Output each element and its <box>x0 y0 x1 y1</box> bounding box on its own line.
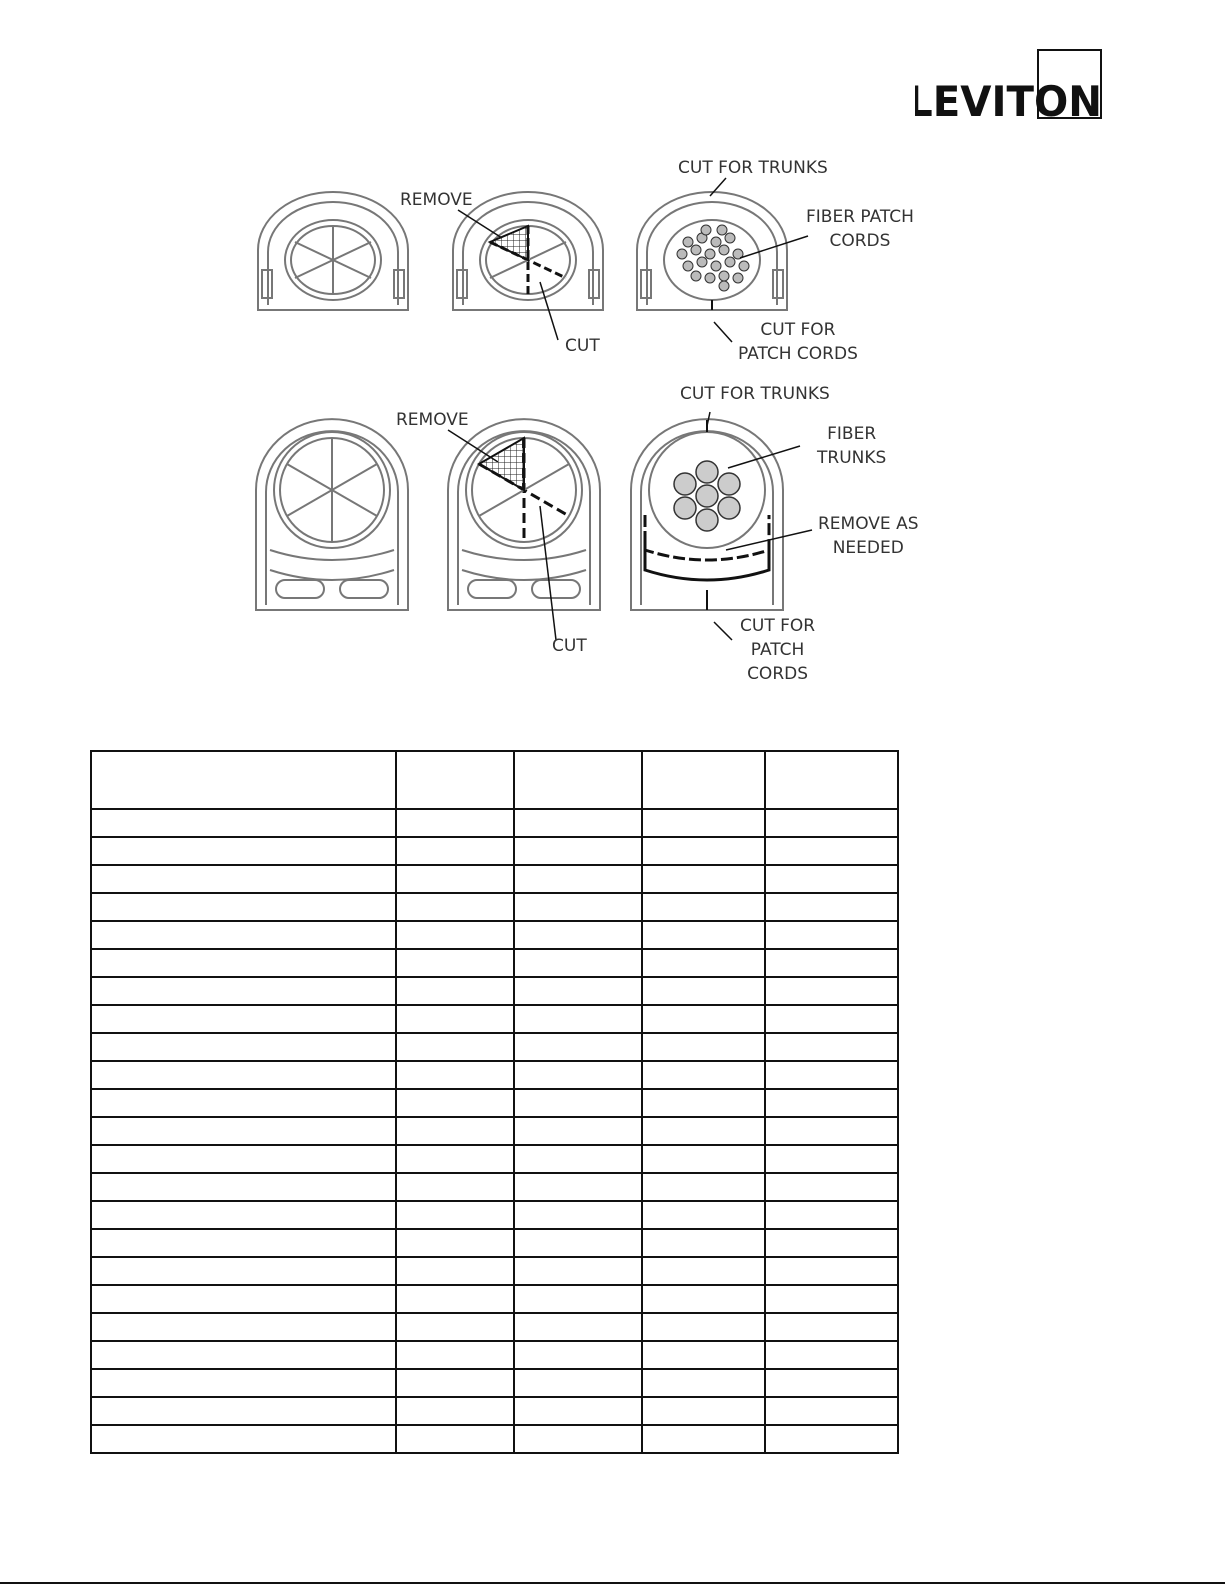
table-row <box>91 921 898 949</box>
table-row <box>91 1257 898 1285</box>
table-cell <box>514 751 642 809</box>
cut-label-bottom: CUT <box>552 636 587 656</box>
table-cell <box>514 1369 642 1397</box>
table-cell <box>765 1285 898 1313</box>
table-cell <box>642 1089 765 1117</box>
table-cell <box>765 1201 898 1229</box>
table-cell <box>396 1117 514 1145</box>
table-cell <box>91 1341 396 1369</box>
table-cell <box>642 1397 765 1425</box>
table-cell <box>396 1257 514 1285</box>
table-cell <box>514 809 642 837</box>
table-body <box>91 751 898 1453</box>
table-cell <box>514 1229 642 1257</box>
table-cell <box>514 865 642 893</box>
cut-for-trunks-label-bottom: CUT FOR TRUNKS <box>680 384 830 404</box>
table-cell <box>765 1033 898 1061</box>
table-cell <box>396 809 514 837</box>
table-cell <box>396 1425 514 1453</box>
table-cell <box>396 1005 514 1033</box>
table-cell <box>642 1369 765 1397</box>
table-cell <box>396 1397 514 1425</box>
table-row <box>91 1425 898 1453</box>
table-cell <box>642 837 765 865</box>
table-cell <box>765 809 898 837</box>
table-cell <box>765 1313 898 1341</box>
table-cell <box>642 1005 765 1033</box>
table-cell <box>765 1229 898 1257</box>
table-cell <box>91 1229 396 1257</box>
table-cell <box>91 837 396 865</box>
table-cell <box>765 837 898 865</box>
table-cell <box>91 1313 396 1341</box>
leviton-logo <box>915 48 1115 123</box>
fiber-patch-cords-label: FIBER PATCH CORDS <box>806 207 914 251</box>
table-cell <box>91 751 396 809</box>
table-cell <box>396 1033 514 1061</box>
small-grommet-uncut <box>258 192 408 310</box>
table-cell <box>91 921 396 949</box>
table-cell <box>396 1285 514 1313</box>
table-row <box>91 893 898 921</box>
table-row <box>91 1117 898 1145</box>
table-cell <box>91 1117 396 1145</box>
table-cell <box>642 1033 765 1061</box>
table-row <box>91 1397 898 1425</box>
table-cell <box>642 809 765 837</box>
table-cell <box>642 1341 765 1369</box>
table-cell <box>514 1285 642 1313</box>
table-cell <box>91 809 396 837</box>
large-grommet-uncut <box>256 419 408 610</box>
table-cell <box>514 1061 642 1089</box>
table-cell <box>642 751 765 809</box>
table-cell <box>514 1005 642 1033</box>
table-row <box>91 1173 898 1201</box>
table-row <box>91 1285 898 1313</box>
table-cell <box>91 893 396 921</box>
bottom-rule <box>0 1582 1225 1584</box>
table-cell <box>642 865 765 893</box>
table-cell <box>396 1229 514 1257</box>
table-cell <box>514 1145 642 1173</box>
table-cell <box>514 949 642 977</box>
empty-data-table <box>90 750 899 1454</box>
table-row <box>91 1089 898 1117</box>
table-cell <box>765 1173 898 1201</box>
table-cell <box>514 977 642 1005</box>
table-cell <box>91 1173 396 1201</box>
table-cell <box>642 1145 765 1173</box>
table-cell <box>396 865 514 893</box>
cut-for-patch-cords-label-top: CUT FOR PATCH CORDS <box>738 320 858 364</box>
table-cell <box>765 977 898 1005</box>
table-cell <box>396 893 514 921</box>
small-grommet-cut <box>453 192 603 310</box>
fiber-trunks-label: FIBER TRUNKS <box>817 424 887 468</box>
table-header-row <box>91 751 898 809</box>
table-cell <box>765 1089 898 1117</box>
table-cell <box>642 893 765 921</box>
table-row <box>91 1369 898 1397</box>
table-cell <box>765 921 898 949</box>
table-cell <box>91 1425 396 1453</box>
table-cell <box>765 751 898 809</box>
table-cell <box>91 1369 396 1397</box>
table-cell <box>91 1005 396 1033</box>
table-cell <box>514 1313 642 1341</box>
patch-cords-bundle <box>677 225 749 291</box>
large-grommet-cut <box>448 419 600 610</box>
cut-for-patch-cords-label-bottom: CUT FOR PATCH CORDS <box>740 616 816 684</box>
table-row <box>91 977 898 1005</box>
table-cell <box>765 893 898 921</box>
leviton-logo-mark <box>915 48 1115 123</box>
table-cell <box>765 1257 898 1285</box>
table-cell <box>765 1061 898 1089</box>
table-cell <box>91 1033 396 1061</box>
table-cell <box>514 1117 642 1145</box>
table-cell <box>514 1341 642 1369</box>
table-cell <box>765 1005 898 1033</box>
table-cell <box>514 1089 642 1117</box>
table-cell <box>396 1369 514 1397</box>
table-row <box>91 949 898 977</box>
table-cell <box>642 1313 765 1341</box>
table-cell <box>396 1201 514 1229</box>
remove-as-needed-label: REMOVE AS NEEDED <box>818 514 919 558</box>
table-row <box>91 837 898 865</box>
table-cell <box>642 1285 765 1313</box>
table-cell <box>642 949 765 977</box>
table-cell <box>91 1397 396 1425</box>
table-cell <box>396 1089 514 1117</box>
table-row <box>91 1005 898 1033</box>
table-cell <box>396 1173 514 1201</box>
table-cell <box>514 1201 642 1229</box>
remove-label-bottom: REMOVE <box>396 410 469 430</box>
svg-text:LEVITON: LEVITON <box>915 77 1102 123</box>
table-cell <box>91 1285 396 1313</box>
table-cell <box>642 1201 765 1229</box>
table-cell <box>396 1313 514 1341</box>
table-cell <box>642 1117 765 1145</box>
table-cell <box>396 921 514 949</box>
table-cell <box>396 1341 514 1369</box>
table-cell <box>91 1201 396 1229</box>
table-cell <box>765 1397 898 1425</box>
table-cell <box>396 751 514 809</box>
table-cell <box>396 837 514 865</box>
table-cell <box>765 1341 898 1369</box>
table-cell <box>765 1117 898 1145</box>
table-cell <box>642 1061 765 1089</box>
table-cell <box>765 1145 898 1173</box>
table-row <box>91 1229 898 1257</box>
fiber-trunks-bundle <box>674 461 740 531</box>
table-cell <box>514 1257 642 1285</box>
table-cell <box>642 1229 765 1257</box>
table-cell <box>91 1089 396 1117</box>
table-cell <box>514 921 642 949</box>
table-cell <box>396 1145 514 1173</box>
table-row <box>91 809 898 837</box>
remove-label-top: REMOVE <box>400 190 473 210</box>
table-cell <box>642 1173 765 1201</box>
table-cell <box>91 865 396 893</box>
table-row <box>91 1145 898 1173</box>
table-cell <box>514 1033 642 1061</box>
table-row <box>91 1033 898 1061</box>
table-cell <box>514 1173 642 1201</box>
table-cell <box>514 1397 642 1425</box>
table-cell <box>765 1425 898 1453</box>
table-row <box>91 865 898 893</box>
table-cell <box>514 837 642 865</box>
grommet-cutting-diagram <box>240 150 960 695</box>
table-cell <box>91 1257 396 1285</box>
cut-label-top: CUT <box>565 336 600 356</box>
table-row <box>91 1061 898 1089</box>
table-cell <box>765 949 898 977</box>
table-cell <box>91 949 396 977</box>
table-cell <box>765 865 898 893</box>
table-cell <box>91 977 396 1005</box>
table-cell <box>642 977 765 1005</box>
table-cell <box>642 921 765 949</box>
table-row <box>91 1341 898 1369</box>
table-cell <box>91 1145 396 1173</box>
cut-for-trunks-label-top: CUT FOR TRUNKS <box>678 158 828 178</box>
table-row <box>91 1313 898 1341</box>
table-cell <box>396 977 514 1005</box>
table-cell <box>396 1061 514 1089</box>
table-cell <box>514 893 642 921</box>
table-cell <box>642 1425 765 1453</box>
table-cell <box>514 1425 642 1453</box>
table-cell <box>642 1257 765 1285</box>
table-cell <box>396 949 514 977</box>
table-cell <box>91 1061 396 1089</box>
table-cell <box>765 1369 898 1397</box>
table-row <box>91 1201 898 1229</box>
